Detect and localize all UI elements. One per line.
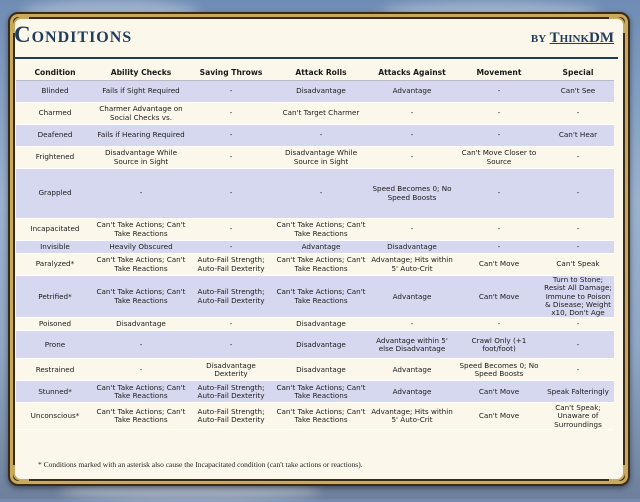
table-cell: Can't Take Actions; Can't Take Reactions [274, 219, 368, 241]
table-cell: Auto-Fail Strength; Auto-Fail Dexterity [188, 276, 274, 318]
table-row [16, 241, 614, 254]
condition-name-cell: Poisoned [16, 318, 94, 331]
frame-corner [13, 465, 29, 481]
table-cell: - [188, 241, 274, 254]
table-cell: Can't Take Actions; Can't Take Reactions [94, 219, 188, 241]
table-cell: - [368, 147, 456, 169]
table-cell: Can't Move [456, 403, 542, 430]
table-cell: - [456, 125, 542, 147]
table-cell: Can't Move [456, 276, 542, 318]
table-cell: - [542, 103, 614, 125]
table-cell: Disadvantage [274, 318, 368, 331]
table-cell: - [94, 331, 188, 359]
table-cell: Can't Take Actions; Can't Take Reactions [94, 403, 188, 430]
page-title: Conditions [14, 22, 133, 47]
table-row [16, 219, 614, 241]
column-header: Condition [16, 64, 94, 81]
table-row [16, 169, 614, 219]
condition-name-cell: Frightened [16, 147, 94, 169]
table-row [16, 318, 614, 331]
table-cell: Fails if Sight Required [94, 81, 188, 103]
table-cell: Can't Move [456, 254, 542, 276]
table-cell: Can't Speak; Unaware of Surroundings [542, 403, 614, 430]
table-cell: - [542, 359, 614, 381]
table-cell: Can't Hear [542, 125, 614, 147]
table-cell: - [368, 103, 456, 125]
table-row [16, 254, 614, 276]
column-header: Attack Rolls [274, 64, 368, 81]
table-cell: - [542, 147, 614, 169]
condition-name-cell: Prone [16, 331, 94, 359]
condition-name-cell: Restrained [16, 359, 94, 381]
table-cell: - [188, 103, 274, 125]
table-cell: - [274, 169, 368, 219]
table-cell: - [542, 318, 614, 331]
table-header-row [16, 64, 614, 81]
table-cell: Can't Move Closer to Source [456, 147, 542, 169]
table-cell: Advantage [368, 276, 456, 318]
condition-name-cell: Paralyzed* [16, 254, 94, 276]
table-cell: Advantage [274, 241, 368, 254]
table-cell: Auto-Fail Strength; Auto-Fail Dexterity [188, 381, 274, 403]
table-cell: Advantage within 5' else Disadvantage [368, 331, 456, 359]
table-cell: Can't Take Actions; Can't Take Reactions [94, 381, 188, 403]
table-cell: Disadvantage [274, 359, 368, 381]
condition-name-cell: Unconscious* [16, 403, 94, 430]
table-row [16, 403, 614, 430]
table-cell: - [542, 331, 614, 359]
condition-name-cell: Charmed [16, 103, 94, 125]
table-cell: - [188, 81, 274, 103]
table-row [16, 359, 614, 381]
table-cell: Disadvantage [368, 241, 456, 254]
condition-name-cell: Deafened [16, 125, 94, 147]
table-cell: Disadvantage Dexterity [188, 359, 274, 381]
table-cell: - [456, 318, 542, 331]
table-cell: Can't Move [456, 381, 542, 403]
table-cell: Advantage [368, 359, 456, 381]
table-cell: Disadvantage While Source in Sight [94, 147, 188, 169]
table-cell: - [456, 169, 542, 219]
table-row [16, 125, 614, 147]
table-cell: Can't Take Actions; Can't Take Reactions [274, 381, 368, 403]
column-header: Special [542, 64, 614, 81]
table-row [16, 381, 614, 403]
table-cell: - [368, 125, 456, 147]
table-row [16, 81, 614, 103]
table-cell: - [542, 219, 614, 241]
table-cell: Can't Speak [542, 254, 614, 276]
table-cell: - [456, 81, 542, 103]
conditions-table [16, 64, 614, 430]
column-header: Attacks Against [368, 64, 456, 81]
condition-name-cell: Incapacitated [16, 219, 94, 241]
table-row [16, 276, 614, 318]
table-cell: Can't Target Charmer [274, 103, 368, 125]
table-cell: - [542, 241, 614, 254]
table-cell: Crawl Only (+1 foot/foot) [456, 331, 542, 359]
table-cell: Fails if Hearing Required [94, 125, 188, 147]
table-row [16, 331, 614, 359]
table-cell: Disadvantage While Source in Sight [274, 147, 368, 169]
condition-name-cell: Stunned* [16, 381, 94, 403]
table-cell: - [94, 169, 188, 219]
condition-name-cell: Invisible [16, 241, 94, 254]
table-cell: Auto-Fail Strength; Auto-Fail Dexterity [188, 254, 274, 276]
column-header: Movement [456, 64, 542, 81]
table-cell: Can't Take Actions; Can't Take Reactions [274, 254, 368, 276]
footnote: * Conditions marked with an asterisk also cause the Incapacitated condition (can't take actions or reactions). [38, 460, 363, 469]
table-cell: Speak Falteringly [542, 381, 614, 403]
table-cell: Speed Becomes 0; No Speed Boosts [456, 359, 542, 381]
condition-name-cell: Grappled [16, 169, 94, 219]
table-cell: Advantage [368, 381, 456, 403]
column-header: Saving Throws [188, 64, 274, 81]
table-cell: - [542, 169, 614, 219]
table-cell: Speed Becomes 0; No Speed Boosts [368, 169, 456, 219]
table-cell: Advantage [368, 81, 456, 103]
table-cell: - [456, 103, 542, 125]
table-cell: - [368, 318, 456, 331]
table-cell: Heavily Obscured [94, 241, 188, 254]
table-cell: - [188, 331, 274, 359]
table-cell: Advantage; Hits within 5' Auto-Crit [368, 403, 456, 430]
column-header: Ability Checks [94, 64, 188, 81]
table-cell: Can't Take Actions; Can't Take Reactions [274, 403, 368, 430]
table-cell: - [188, 219, 274, 241]
byline [531, 30, 614, 47]
table-cell: Charmer Advantage on Social Checks vs. [94, 103, 188, 125]
table-cell: Can't See [542, 81, 614, 103]
table-cell: Disadvantage [274, 331, 368, 359]
table-cell: - [456, 219, 542, 241]
table-cell: - [368, 219, 456, 241]
table-cell: Disadvantage [94, 318, 188, 331]
table-cell: Can't Take Actions; Can't Take Reactions [94, 254, 188, 276]
table-cell: Auto-Fail Strength; Auto-Fail Dexterity [188, 403, 274, 430]
table-cell: Disadvantage [274, 81, 368, 103]
byline-prefix: by [530, 30, 547, 46]
table-cell: - [188, 318, 274, 331]
table-row [16, 103, 614, 125]
table-cell: Can't Take Actions; Can't Take Reactions [94, 276, 188, 318]
title-divider [14, 57, 618, 59]
condition-name-cell: Petrified* [16, 276, 94, 318]
table-cell: Turn to Stone; Resist All Damage; Immune to Poison & Disease; Weight x10, Don't Age [542, 276, 614, 318]
table-cell: - [274, 125, 368, 147]
table-cell: - [456, 241, 542, 254]
table-cell: - [188, 125, 274, 147]
byline-brand: ThinkDM [549, 30, 614, 46]
frame-corner [609, 465, 625, 481]
condition-name-cell: Blinded [16, 81, 94, 103]
table-cell: - [94, 359, 188, 381]
table-row [16, 147, 614, 169]
table-cell: Advantage; Hits within 5' Auto-Crit [368, 254, 456, 276]
table-cell: Can't Take Actions; Can't Take Reactions [274, 276, 368, 318]
table-cell: - [188, 169, 274, 219]
table-cell: - [188, 147, 274, 169]
